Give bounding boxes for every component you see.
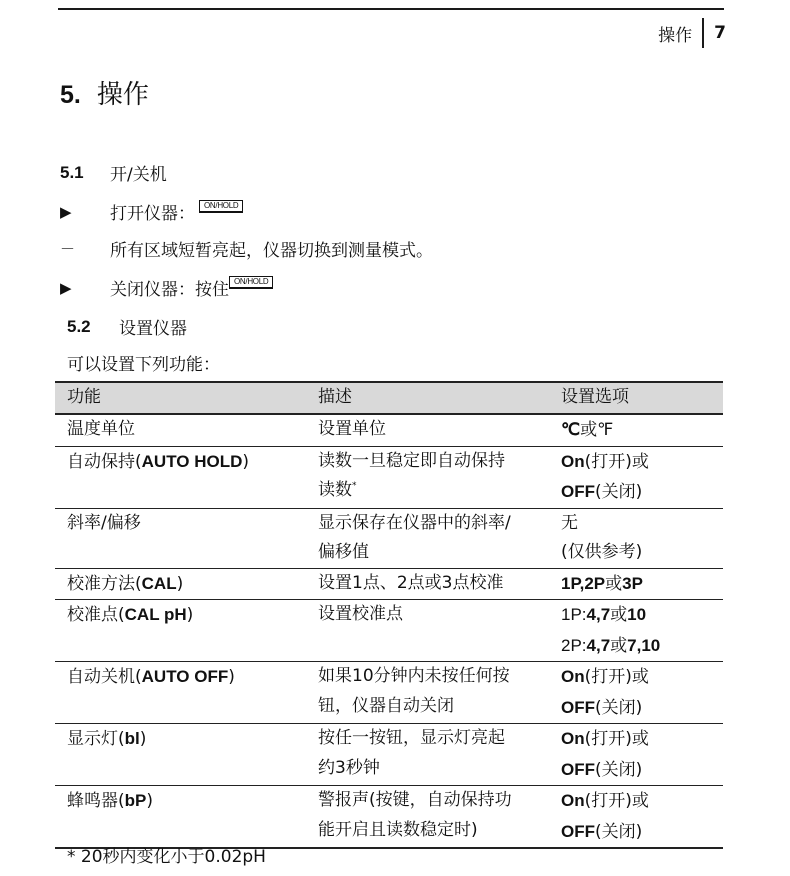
footnote: * 20秒内变化小于0.02pH [67,847,266,867]
table-header-cell: 描述 [306,382,549,414]
running-head: 操作 [658,25,693,46]
table-row [55,786,723,849]
chapter-title-text: 操作 [96,80,149,110]
dash-bullet-icon: － [60,240,76,258]
option-cell: 1P:4,7或10 2P:4,7或7,10 [549,600,723,662]
settings-table [55,381,723,849]
function-cell: 温度单位 [55,414,306,446]
section-5-2-heading [67,314,187,339]
option-cell: 无 (仅供参考) [549,508,723,568]
function-cell: 蜂鸣器(bP) [55,786,306,849]
section-number: 5.2 [67,316,91,336]
section-title: 设置仪器 [119,319,187,339]
function-cell: 自动保持(AUTO HOLD) [55,446,306,508]
triangle-bullet-icon: ▶ [60,202,72,221]
table-row [55,568,723,600]
footnote-marker: * [352,481,357,491]
table-row [55,508,723,568]
function-cell: 斜率/偏移 [55,508,306,568]
description-cell: 设置校准点 [306,600,549,662]
description-cell: 显示保存在仪器中的斜率/ 偏移值 [306,508,549,568]
option-cell: On(打开)或 OFF(关闭) [549,446,723,508]
section-number: 5.1 [60,162,84,182]
instruction-text: 打开仪器： [110,204,195,224]
result-text: 所有区域短暂亮起，仪器切换到测量模式。 [110,241,433,261]
option-cell: On(打开)或 OFF(关闭) [549,786,723,849]
on-hold-key-icon: ON/HOLD [199,200,243,213]
option-cell: ℃或℉ [549,414,723,446]
section-title: 开/关机 [110,165,167,185]
description-cell: 警报声(按键，自动保持功 能开启且读数稳定时) [306,786,549,849]
instruction-line [60,199,243,224]
description-cell: 设置1点、2点或3点校准 [306,568,549,600]
chapter-number: 5. [60,81,81,109]
running-header [658,18,726,48]
instruction-line [60,275,273,300]
option-cell: On(打开)或 OFF(关闭) [549,724,723,786]
table-header-cell: 设置选项 [549,382,723,414]
function-cell: 显示灯(bl) [55,724,306,786]
option-cell: 1P,2P或3P [549,568,723,600]
table-row [55,724,723,786]
function-cell: 自动关机(AUTO OFF) [55,662,306,724]
top-rule [58,8,724,10]
instruction-text: 关闭仪器：按住 [110,280,229,300]
function-cell: 校准点(CAL pH) [55,600,306,662]
table-row [55,600,723,662]
triangle-bullet-icon: ▶ [60,278,72,297]
result-line [60,236,433,261]
intro-text: 可以设置下列功能： [67,355,220,375]
table-row [55,446,723,508]
header-separator [702,18,704,48]
section-5-1-heading [60,160,167,185]
table-row [55,662,723,724]
option-cell: On(打开)或 OFF(关闭) [549,662,723,724]
description-cell: 设置单位 [306,414,549,446]
table-header-cell: 功能 [55,382,306,414]
table-header-row [55,382,723,414]
description-cell: 读数一旦稳定即自动保持 读数* [306,446,549,508]
table-row [55,414,723,446]
on-hold-key-icon: ON/HOLD [229,276,273,289]
function-cell: 校准方法(CAL) [55,568,306,600]
page-number: 7 [714,23,726,43]
description-cell: 如果10分钟内未按任何按 钮，仪器自动关闭 [306,662,549,724]
chapter-title [60,74,149,111]
description-cell: 按任一按钮，显示灯亮起 约3秒钟 [306,724,549,786]
